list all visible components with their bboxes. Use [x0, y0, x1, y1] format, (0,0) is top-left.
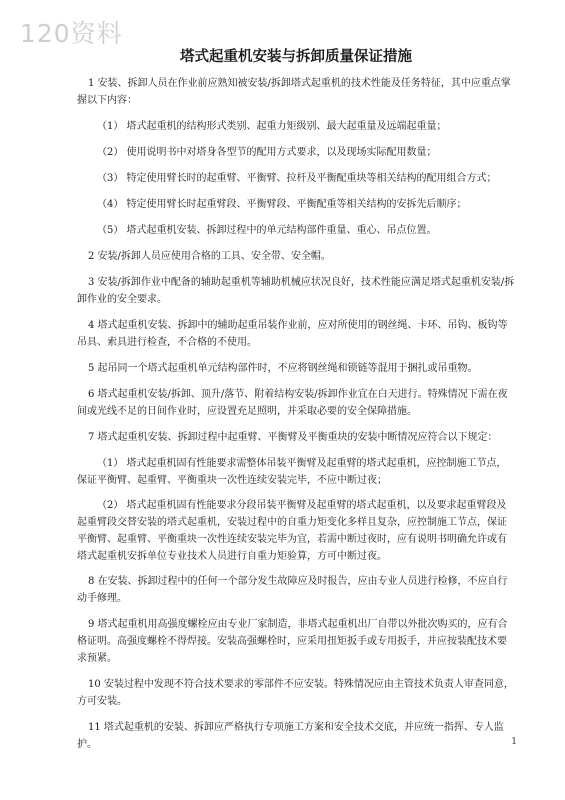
- list-item-7-1: （1） 塔式起重机固有性能要求需整体吊装平衡臂及起重臂的塔式起重机，应控制施工节点，保证平衡臂、起重臂、平衡重块一次性连续安装完毕，不应中断过夜；: [77, 458, 507, 486]
- list-item-1: （1） 塔式起重机的结构形式类别、起重力矩级别、最大起重量及远端起重量；: [97, 121, 447, 132]
- paragraph-11: 11 塔式起重机的安装、拆卸应严格执行专项施工方案和安全技术交底，并应统一指挥、专人监护。: [77, 722, 504, 750]
- document-page: [77, 48, 515, 762]
- paragraph-2: 2 安装/拆卸人员应使用合格的工具、安全带、安全帽。: [88, 251, 331, 262]
- list-item-7-2: （2） 塔式起重机固有性能要求分段吊装平衡臂及起重臂的塔式起重机，以及要求起重臂段及起重臂段交替安装的塔式起重机，安装过程中的自重力矩变化多样且复杂，应控制施工节点，保证平衡臂、起重臂、平衡重块一次性连续安装完毕为宜，若需中断过夜时，应有说明书明确允许或有塔式起重机安拆单位专业技术人员进行自重力矩验算，方可中断过夜。: [77, 500, 507, 562]
- document-title: 塔式起重机安装与拆卸质量保证措施: [180, 48, 412, 65]
- list-item-5: （5） 塔式起重机安装、拆卸过程中的单元结构部件重量、重心、吊点位置。: [97, 225, 437, 236]
- paragraph-6: 6 塔式起重机安装/拆卸、顶升/落节、附着结构安装/拆卸作业宜在白天进行。特殊情况下需在夜间或光线不足的日间作业时，应设置充足照明，并采取必要的安全保障措施。: [77, 389, 508, 417]
- paragraph-5: 5 起吊同一个塔式起重机单元结构部件时，不应将钢丝绳和锁链等混用于捆扎或吊重物。: [88, 363, 478, 374]
- watermark-text: 120资料: [20, 19, 123, 48]
- paragraph-8: 8 在安装、拆卸过程中的任何一个部分发生故障应及时报告，应由专业人员进行检修，不应自行动手修理。: [77, 576, 508, 604]
- list-item-3: （3） 特定使用臂长时的起重臂、平衡臂、拉杆及平衡配重块等相关结构的配用组合方式；: [97, 173, 497, 184]
- paragraph-1: 1 安装、拆卸人员在作业前应熟知被安装/拆卸塔式起重机的技术性能及任务特征，其中应重点掌握以下内容：: [77, 78, 511, 106]
- page-number: 1: [511, 737, 517, 747]
- paragraph-4: 4 塔式起重机安装、拆卸中的辅助起重吊装作业前，应对所使用的钢丝绳、卡环、吊钩、板钩等吊具、索具进行检查，不合格的不使用。: [77, 320, 508, 348]
- list-item-4: （4） 特定使用臂长时起重臂段、平衡臂段、平衡配重等相关结构的安拆先后顺序；: [97, 199, 467, 210]
- paragraph-3: 3 安装/拆卸作业中配备的辅助起重机等辅助机械应状况良好，技术性能应满足塔式起重机安装/拆卸作业的安全要求。: [77, 277, 515, 305]
- list-item-2: （2） 使用说明书中对塔身各型节的配用方式要求，以及现场实际配用数量；: [97, 147, 437, 158]
- paragraph-10: 10 安装过程中发现不符合技术要求的零部件不应安装。特殊情况应由主管技术负责人审查同意，方可安装。: [77, 679, 514, 707]
- paragraph-9: 9 塔式起重机用高强度螺栓应由专业厂家制造，非塔式起重机出厂自带以外批次购买的，应有合格证明。高强度螺栓不得焊接。安装高强螺栓时，应采用扭矩扳手或专用扳手，并应按装配技术要求预紧。: [77, 619, 508, 664]
- paragraph-7: 7 塔式起重机安装、拆卸过程中起重臂、平衡臂及平衡重块的安装中断情况应符合以下规定：: [88, 432, 498, 443]
